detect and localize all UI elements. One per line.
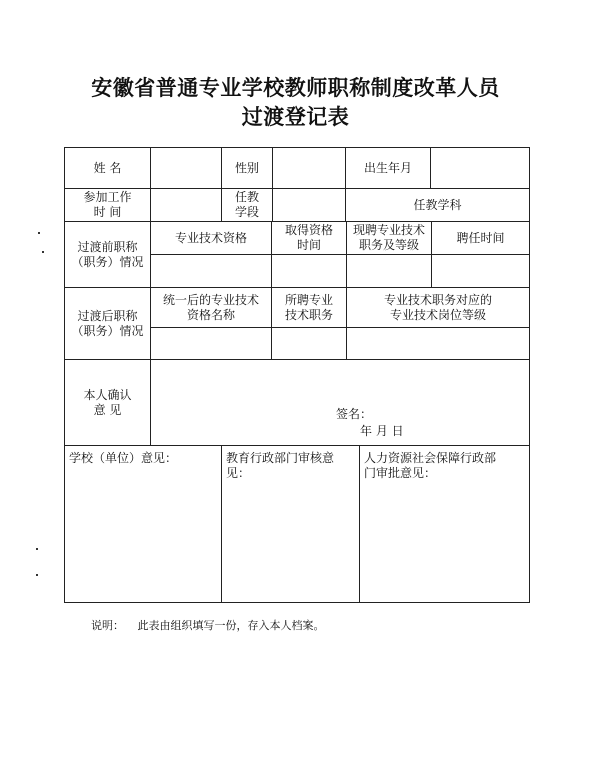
after-transition-label: 过渡后职称 （职务）情况 bbox=[64, 287, 151, 360]
scan-speck bbox=[36, 548, 38, 550]
gender-label: 性别 bbox=[221, 147, 273, 189]
hired-post-label: 所聘专业 技术职务 bbox=[271, 287, 347, 328]
confirm-area[interactable] bbox=[150, 359, 530, 446]
appoint-time-field[interactable] bbox=[431, 254, 530, 288]
birth-label: 出生年月 bbox=[345, 147, 431, 189]
hired-post-field[interactable] bbox=[271, 327, 347, 360]
unified-qual-label: 统一后的专业技术 资格名称 bbox=[150, 287, 272, 328]
scan-speck bbox=[42, 251, 44, 253]
birth-field[interactable] bbox=[430, 147, 530, 189]
obtain-time-field[interactable] bbox=[271, 254, 347, 288]
registration-form-table bbox=[64, 147, 530, 603]
obtain-time-label: 取得资格 时间 bbox=[271, 221, 347, 255]
footnote-text: 此表由组织填写一份，存入本人档案。 bbox=[137, 619, 325, 632]
post-level-field[interactable] bbox=[346, 327, 530, 360]
name-field[interactable] bbox=[150, 147, 222, 189]
hr-opinion[interactable]: 人力资源社会保障行政部 门审批意见： bbox=[359, 445, 530, 603]
education-opinion[interactable]: 教育行政部门审核意见： bbox=[221, 445, 360, 603]
scan-speck bbox=[36, 574, 38, 576]
teach-stage-field[interactable] bbox=[272, 188, 346, 222]
signature-label: 签名： bbox=[336, 407, 373, 421]
confirm-label: 本人确认 意 见 bbox=[64, 359, 151, 446]
before-qual-field[interactable] bbox=[150, 254, 272, 288]
teach-subject-label: 任教学科 bbox=[345, 188, 530, 222]
form-title: 安徽省普通专业学校教师职称制度改革人员 bbox=[91, 75, 500, 100]
current-post-field[interactable] bbox=[346, 254, 432, 288]
scan-speck bbox=[38, 232, 40, 234]
name-label: 姓 名 bbox=[64, 147, 151, 189]
school-opinion[interactable]: 学校（单位）意见： bbox=[64, 445, 222, 603]
footnote bbox=[91, 617, 335, 633]
work-start-field[interactable] bbox=[150, 188, 222, 222]
before-qual-label: 专业技术资格 bbox=[150, 221, 272, 255]
teach-stage-label: 任教 学段 bbox=[221, 188, 273, 222]
footnote-prefix: 说明： bbox=[91, 619, 124, 632]
appoint-time-label: 聘任时间 bbox=[431, 221, 530, 255]
work-start-label: 参加工作 时 间 bbox=[64, 188, 151, 222]
post-level-label: 专业技术职务对应的 专业技术岗位等级 bbox=[346, 287, 530, 328]
gender-field[interactable] bbox=[272, 147, 346, 189]
form-subtitle: 过渡登记表 bbox=[241, 104, 350, 129]
before-transition-label: 过渡前职称 （职务）情况 bbox=[64, 221, 151, 288]
unified-qual-field[interactable] bbox=[150, 327, 272, 360]
date-line: 年 月 日 bbox=[360, 424, 404, 438]
current-post-label: 现聘专业技术 职务及等级 bbox=[346, 221, 432, 255]
